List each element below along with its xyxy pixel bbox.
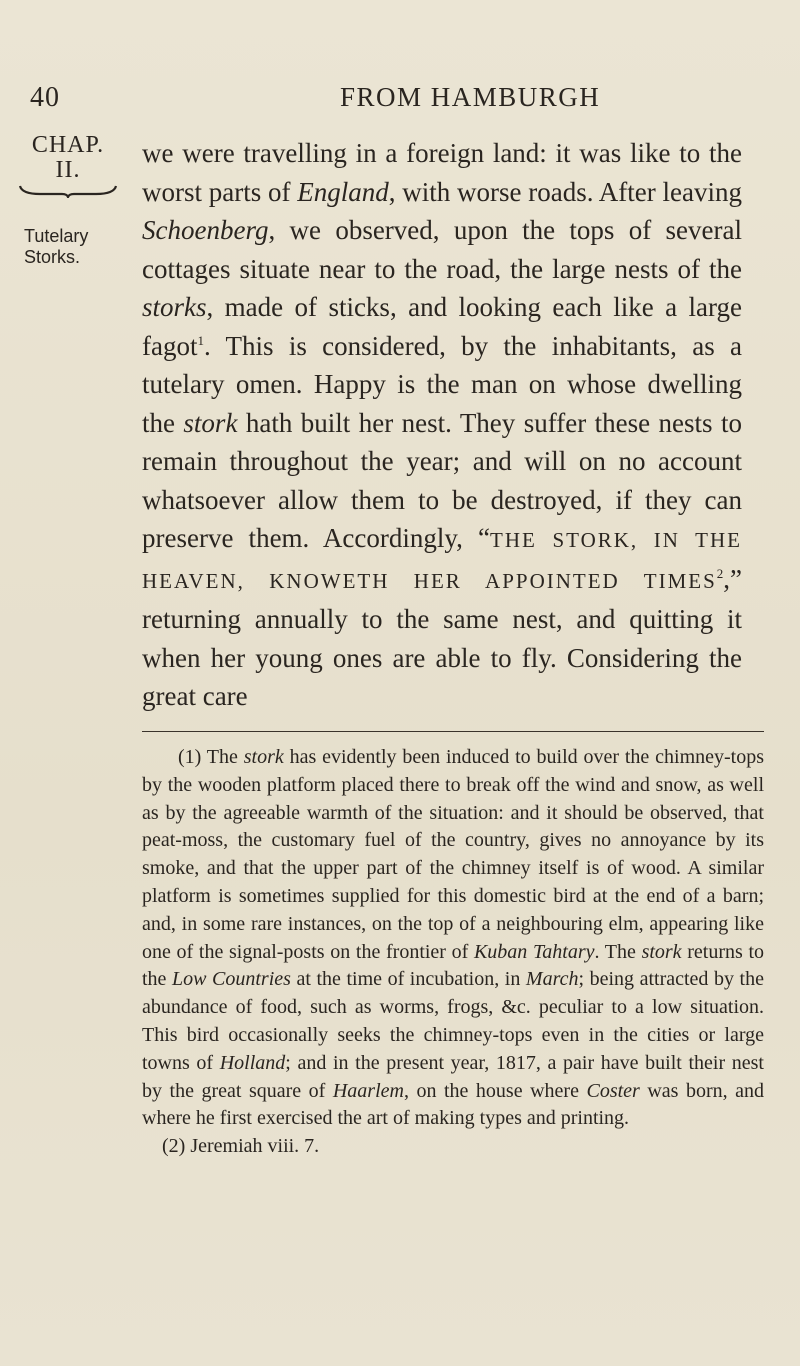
scripture-quote: THE STORK, IN THE HEAVEN, KNOWETH HER APPOINTED TIMES [142, 528, 742, 593]
chapter-label: CHAP. [31, 132, 105, 158]
text-run: returns to the [142, 940, 764, 991]
text-run: ; and in the present year, 1817, a pair have built their nest by the great square of [142, 1051, 764, 1102]
running-title: FROM HAMBURGH [340, 82, 601, 112]
text-run: , we observed, upon the tops of several cottages situate near to the road, the large nests of the [142, 215, 742, 284]
side-note [18, 226, 130, 268]
footnote-reference: 1 [197, 332, 204, 348]
text-run: ,” returning annually to the same nest, and quitting it when her young ones are able to fly. Considering the great care [142, 563, 742, 711]
text-run: has evidently been induced to build over the chimney-tops by the wooden platform placed there to break off the wind and snow, as well as by the agreeable warmth of the situation: and it should be observed, that peat-moss, the customary fuel of the country, gives no annoyance by its smoke, and that the upper part of the chimney itself is of wood. A similar platform is sometimes supplied for this domestic bird at the end of a barn; and, in some rare instances, on the top of a neighbouring elm, appearing like one of the signal-posts on the frontier of [142, 746, 764, 963]
text-run: at the time of incubation, in [290, 968, 526, 991]
text-run: , with worse roads. After leaving [388, 176, 742, 207]
side-note-line: Storks. [24, 247, 81, 267]
text-run: . This is considered, by the inhabitants, as a tutelary omen. Happy is the man on whose dwelling the [142, 330, 742, 438]
emphasis: stork [243, 746, 284, 768]
text-run: . The [594, 940, 642, 963]
text-run: , on the house where [403, 1079, 587, 1102]
chapter-number: II. [55, 157, 81, 183]
text-run: was born, and where he first exercised the art of making types and printing. [142, 1079, 765, 1130]
emphasis: March [525, 968, 579, 991]
footnote-rule [142, 731, 764, 732]
emphasis: stork [641, 940, 682, 963]
side-note-line: Tutelary [24, 226, 89, 246]
body-paragraph [142, 134, 742, 716]
text-run: hath built her nest. They suffer these nests to remain throughout the year; and will on no account whatsoever allow them to be destroyed, if they can preserve them. Accordingly, “ [142, 407, 742, 553]
text-run: we were travelling in a foreign land: it was like to the worst parts of [142, 138, 742, 207]
footnotes [142, 744, 764, 1161]
emphasis: Schoenberg [142, 215, 269, 245]
footnote-1 [142, 744, 764, 1133]
running-head [0, 82, 800, 122]
brace-icon [18, 184, 118, 198]
emphasis: Holland [219, 1051, 286, 1074]
emphasis: Coster [586, 1079, 640, 1102]
emphasis: Kuban Tahtary [473, 940, 595, 963]
text-run: (1) The [178, 746, 244, 768]
body-text [142, 134, 742, 716]
margin-column [18, 132, 130, 268]
emphasis: stork [183, 407, 238, 438]
text-run: ; being attracted by the abundance of food, such as worms, frogs, &c. peculiar to a low situation. This bird occasionally seeks the chimney-tops even in the cities or large towns of [142, 968, 764, 1074]
emphasis: England [297, 176, 389, 207]
emphasis: Low Countries [172, 968, 291, 991]
emphasis: storks [142, 292, 207, 322]
footnote-2: (2) Jeremiah viii. 7. [162, 1135, 320, 1158]
emphasis: Haarlem [332, 1079, 404, 1102]
text-run: , made of sticks, and looking each like a large fagot [142, 292, 742, 361]
page-number: 40 [30, 82, 60, 113]
footnote-reference: 2 [716, 565, 724, 581]
